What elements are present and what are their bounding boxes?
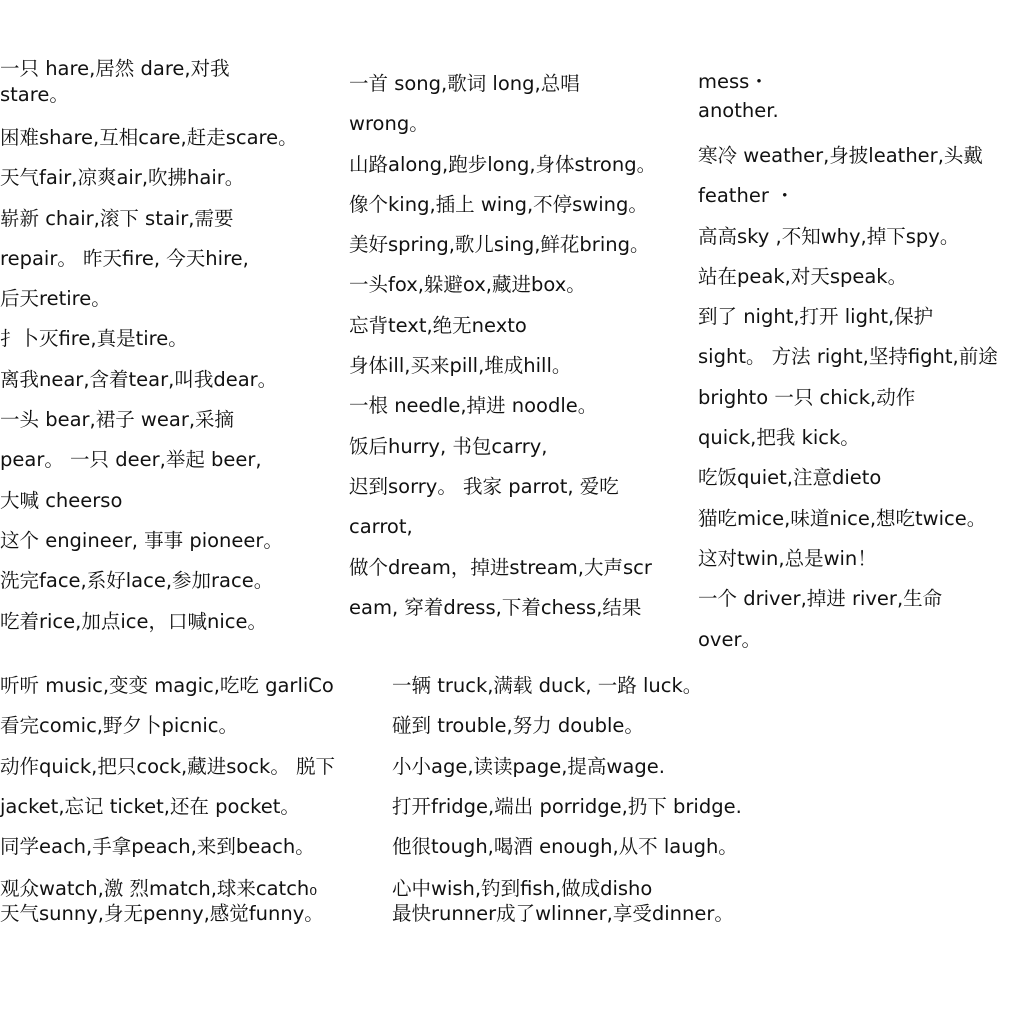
text-line: another. xyxy=(698,99,779,122)
text-line: 一头fox,躲避ox,藏进box。 xyxy=(349,273,586,297)
text-line: repair。 昨天fire, 今天hire, xyxy=(0,246,249,270)
text-line: 吃着rice,加点ice，口喊nice。 xyxy=(0,609,267,633)
text-line: 洗完face,系好lace,参加race。 xyxy=(0,569,274,593)
text-line: 离我near,含着tear,叫我dear。 xyxy=(0,367,278,391)
text-line: 猫吃mice,味道nice,想吃twice。 xyxy=(698,506,987,530)
text-line: stare。 xyxy=(0,83,69,106)
text-line: 饭后hurry, 书包carry, xyxy=(349,434,548,458)
text-line: quick,把我 kick。 xyxy=(698,426,860,450)
text-line: 天气sunny,身无penny,感觉funny。 xyxy=(0,902,324,926)
text-line: 崭新 chair,滚下 stair,需要 xyxy=(0,206,234,230)
text-line: 一辆 truck,满载 duck, 一路 luck。 xyxy=(392,674,703,697)
text-line: 迟到sorry。 我家 parrot, 爱吃 xyxy=(349,474,619,498)
text-line: 打开fridge,端出 porridge,扔下 bridge. xyxy=(392,794,742,818)
text-line: wrong。 xyxy=(349,112,429,136)
text-column-middle-top xyxy=(349,64,694,628)
text-line: 吃饭quiet,注意dieto xyxy=(698,466,882,490)
text-line: 天气fair,凉爽air,吹拂hair。 xyxy=(0,166,245,190)
text-line: 寒冷 weather,身披leather,头戴 xyxy=(698,144,983,167)
text-line: 碰到 trouble,努力 double。 xyxy=(392,714,644,738)
text-column-right-top xyxy=(698,66,1024,660)
text-line: 后天retire。 xyxy=(0,287,111,311)
text-line: carrot, xyxy=(349,515,413,539)
text-line: sight。 方法 right,坚持fight,前途 xyxy=(698,345,998,369)
text-line: 高高sky ,不知why,掉下spy。 xyxy=(698,224,960,248)
text-line: 这个 engineer, 事事 pioneer。 xyxy=(0,528,283,552)
text-line: 站在peak,对天speak。 xyxy=(698,264,908,288)
text-line: 一首 song,歌词 long,总唱 xyxy=(349,72,580,95)
text-line: 小小age,读读page,提高wage. xyxy=(392,754,665,778)
text-line: mess・ xyxy=(698,70,769,93)
text-line: feather ・ xyxy=(698,184,795,208)
text-line: 扌卜灭fire,真是tire。 xyxy=(0,327,188,351)
text-line: 大喊 cheerso xyxy=(0,488,123,512)
text-line: 动作quick,把只cock,藏进sock。 脱下 xyxy=(0,754,336,778)
text-line: 忘背text,绝无nexto xyxy=(349,313,527,337)
text-line: over。 xyxy=(698,627,761,651)
text-line: 他很tough,喝酒 enough,从不 laugh。 xyxy=(392,835,738,859)
text-column-right-bottom xyxy=(392,666,792,927)
text-line: 心中wish,钓到fish,做成disho xyxy=(392,877,653,901)
text-line: brighto 一只 chick,动作 xyxy=(698,385,916,409)
text-line: 观众watch,激 烈match,球来catch₀ xyxy=(0,877,318,901)
text-line: 一个 driver,掉进 river,生命 xyxy=(698,587,943,611)
text-line: 山路along,跑步long,身体strong。 xyxy=(349,152,657,176)
text-line: 困难share,互相care,赶走scare。 xyxy=(0,126,298,149)
text-line: 一根 needle,掉进 noodle。 xyxy=(349,394,598,418)
text-line: 一只 hare,居然 dare,对我 xyxy=(0,57,230,80)
text-line: 最快runner成了wlinner,享受dinner。 xyxy=(392,902,734,926)
text-line: 美好spring,歌儿sing,鲜花bring。 xyxy=(349,233,650,257)
text-column-left-top xyxy=(0,56,340,642)
text-line: 像个king,插上 wing,不停swing。 xyxy=(349,192,648,216)
text-line: 一头 bear,裙子 wear,采摘 xyxy=(0,408,235,432)
text-line: pear。 一只 deer,举起 beer, xyxy=(0,448,262,472)
text-column-left-bottom xyxy=(0,666,390,927)
text-line: 到了 night,打开 light,保护 xyxy=(698,305,934,329)
text-line: 看完comic,野夕卜picnic。 xyxy=(0,714,238,738)
text-line: 这对twin,总是win！ xyxy=(698,546,877,570)
text-line: jacket,忘记 ticket,还在 pocket。 xyxy=(0,794,300,818)
text-line: 做个dream，掉进stream,大声scr xyxy=(349,555,652,579)
text-line: 身体ill,买来pill,堆成hill。 xyxy=(349,354,572,378)
text-line: eam, 穿着dress,下着chess,结果 xyxy=(349,595,642,619)
text-line: 听听 music,变变 magic,吃吃 garliCo xyxy=(0,674,334,697)
text-line: 同学each,手拿peach,来到beach。 xyxy=(0,835,315,859)
